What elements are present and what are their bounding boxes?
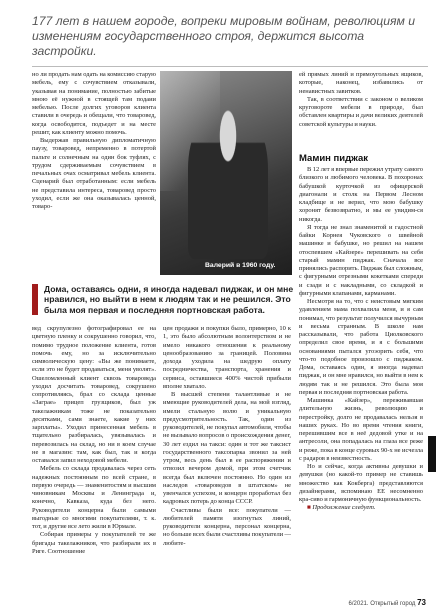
column-3-bottom (299, 166, 423, 578)
paragraph: Я тогда не знал знаменитой и гадостной байки Корнея Чуковского о швейной машинке и бабушке, но решил на нашем отоспевшем «Кайзере» перешивать на себя старый мамин пиджак. Сначала все принялись распорить. Пиджак был сложным, с фигурными отрезными кокетками спереди и сзади и с накладными, со складкой и фигурными клапанами, карманами. (299, 223, 423, 297)
side-tab-marker (428, 436, 436, 472)
paragraph: но ли продать нам одать на комиссию старую мебель, ему с сочувствием отказывали, указывая на понимание, полностью забитые мною её нужной в стоящей там подаии мебелью. После долгих уговоров клиента ставили в очередь и обещали, что товаровед, когда освободится, подъедет и на месте решит, как клиенту можно помочь. (32, 71, 156, 136)
paragraph: Но и сейчас, когда активны девушки и девушки (но какой-то пример не ставишь множество как Кокберга) представляются дизайнерами, вспоминаю ЕЕ несомненно кра-сиво и гармоничную функциональность. (299, 463, 423, 503)
paragraph: ей прямых линий и прямоугольных ящиков, которые, наконец, избавились от ненавистных завитков. (299, 71, 423, 95)
paragraph: цен продажи и покупки было, примерно, 10 к 1, это было абсолютным волонтерством и не имело никакого отношения к реальному ценообразованию за границей. Половина дохода уходила на шедрую оплату посредничества, транспорта, хранения и сервиса, оставшиеся 400% чистой прибыли вполне хватало. (163, 325, 291, 390)
photo-figure (188, 109, 268, 259)
pull-quote: Дома, оставаясь одни, я иногда надевал пиджак, и он мне нравился, но выйти в нем к людям так и не решился. Это была моя первая и последняя портновская работа. (32, 284, 297, 315)
paragraph: вед скрупулезно фотографировал ее на цветную пленку и сокрушенно говорил, что, помимо трудное положение клиента, готов помочь ему, но за исключительно символическую цену: «Вы же понимаете, если это не будет продаваться, меня уволят». Ошеломленный клиент сквозь товароведа уходил досчитать товаровед, сокрушено сопротивляясь, брал со склада ценные «Заграе» прицеп грузщиков, был уж такелажникам тоже не показательно десятками, сами знаете, какие у них зарплаты». Уходил принесенная мебель в тщательно разбиралась, увязывалась и перевозилась на склад, но ни в коем случае не в магазин: там, как был, так и когда оставался запил неходовой мебели. (32, 325, 156, 464)
portrait-photo (160, 71, 292, 275)
paragraph: Собирая примеры у покупателей те же бригады такелажников, что разбирали их в Риге. Соотношение (32, 531, 156, 555)
paragraph: Машинка «Кайзер», переживавшая длительную жизнь, революцию и перестройку, долго не продавалась нельзя в наших руках. Но во время чтения книги, перешившим все в неё дедовой утке и на антресоли, она попадалась на глаза все реже и реже, пока в конце суровых 90-х не исчезла с радаров в неизвестность. (299, 397, 423, 462)
column-3-top (299, 71, 423, 151)
end-mark-icon: ■ (307, 504, 313, 512)
continue-text: Продолжение следует. (312, 504, 376, 512)
column-2-bottom (163, 325, 291, 597)
column-1-top (32, 71, 156, 255)
paragraph: Мебель со склада продавалась через сеть надежных постоянным по всей стране, в первую очередь — знаменитостям и высшим чиновникам Москвы и Ленинграда и, конечно, Кавказа, куда без него. Руководители концерна были самыми выгодные со многими покупателями, т. к. тот, и другие все лето жили в Юрмале. (32, 465, 156, 530)
top-rule (32, 66, 428, 67)
paragraph: В 12 лет я впервые пережил утрату самого близкого и любимого человека. В похоронах бабушкой курточкой из офицерской диагонали и столк на Первом Лесном кладбище и не верил, что мою бабушку хоронят безвозвратно, и мы ее увидим-ся никогда. (299, 166, 423, 223)
photo-caption: Валерий в 1960 году. (205, 262, 276, 269)
paragraph: Так, в соответствии с законом о великом круговороте мебели в природе, был обставлен квартиры и дачи великих деятелей советской культуры и науки. (299, 95, 423, 128)
section-subhead: Мамин пиджак (299, 153, 369, 164)
paragraph: Счастливы были все: покупатели — любителей памяти изогнутых линий, руководители концерна, персонал концерна, но больше всех были счастливы покупатели — любите- (163, 506, 291, 547)
page-footer (349, 598, 426, 607)
paragraph: Выдержав правильную дипломатичную паузу, товаровед, непременно в потертой пальте и солнечным на один бок туфлях, с трудом сдерживаемым сочувствием в печальных очах осматривал мебель клиента. Сценарий был отработанным: если мебель не представила интереса, товаровед просто уходил, если же она оказывалась ценной, товаро- (32, 137, 156, 210)
lede-heading: 177 лет в нашем городе, вопреки мировым войнам, революциям и изменениям государственного строя, держится высота застройки. (32, 14, 416, 58)
column-1-bottom (32, 325, 156, 597)
paragraph: Несмотря на то, что с неистовым мягким удавлением мама похвалила меня, и я сам понимал, что результат получился вычурным и весьма странным. В школе нам рассказывали, что работа Циолковского определил свое время, и я с большими основаниями пытался угоэорить себя, что что-то подобное произошло с пиджаком. Дома, оставаясь один, я иногда надевал пиджак, и он мне нравился, но выйти в нем к людям так и не решился. Это была моя первая и последняя портновская работа. (299, 298, 423, 396)
continue-note (299, 504, 423, 512)
issue-label: 6/2021. Открытый город (348, 601, 416, 607)
paragraph: В высшей степени талантливые и не имеющие руководителей дела, на мой взгляд, имели стальную волю и уникальную предусмотрительность. Так, один из руководителей, не покупал автомобиля, чтобы не вызывало вопросов о происхождения денег, 30 лет ездил на такси: один и тот же таксист государственного таксопарка звонил за ней утром, весь день был в ее распоряжении и отвозил вечером домой, при этом счетчик всегда был включен постоянно. Но один из наследов «товароведов в штатском» не увенчался успехом, и концерн проработал без кадровых потерь до конца СССР. (163, 391, 291, 506)
page-number: 73 (417, 598, 426, 607)
